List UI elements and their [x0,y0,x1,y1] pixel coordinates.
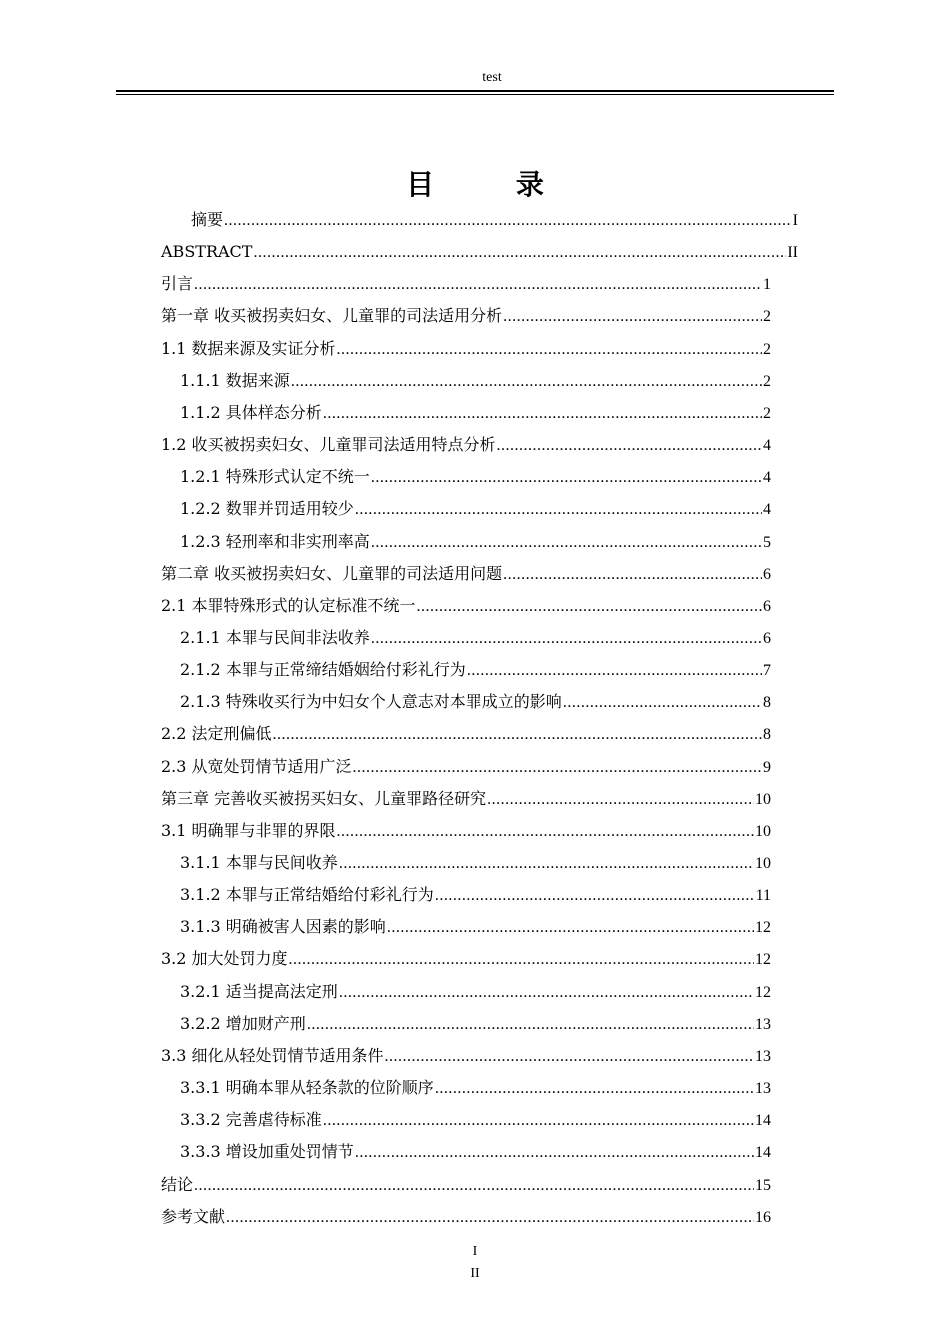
toc-entry-label: 3.3.2 完善虐待标准 [180,1110,322,1130]
toc-entry[interactable] [180,466,771,488]
toc-entry-page: 8 [763,726,771,744]
toc-entry-label: 3.3.3 增设加重处罚情节 [180,1142,354,1162]
toc-entry-label: 2.1 本罪特殊形式的认定标准不统一 [161,595,416,615]
toc-entry-label: 1.1.2 具体样态分析 [180,402,322,422]
toc-entry-page: 16 [755,1208,771,1226]
toc-entry-label: 1.1 数据来源及实证分析 [161,338,336,358]
toc-entry-label: 3.1 明确罪与非罪的界限 [161,820,336,840]
toc-entry-page: 2 [763,340,771,358]
toc-dot-leader [503,306,762,327]
toc-entry-page: II [787,244,798,262]
toc-entry[interactable] [161,563,771,585]
toc-dot-leader [307,1014,754,1035]
toc-entry-label: 3.1.3 明确被害人因素的影响 [180,917,386,937]
toc-entry-page: 2 [763,404,771,422]
toc-entry-page: 2 [763,372,771,390]
toc-dot-leader [435,1078,754,1099]
toc-entry-label: 引言 [161,274,194,294]
toc-entry[interactable] [180,1013,771,1035]
toc-entry-page: 13 [755,1015,771,1033]
toc-entry-page: 9 [763,758,771,776]
toc-entry-label: 3.2 加大处罚力度 [161,949,288,969]
toc-entry[interactable] [180,884,771,906]
toc-entry-page: I [792,212,798,229]
toc-entry[interactable] [161,434,771,456]
toc-entry-page: 4 [763,501,771,519]
toc-entry-label: 结论 [161,1174,194,1194]
toc-entry-label: 3.2.2 增加财产刑 [180,1013,306,1033]
toc-entry-page: 12 [755,983,771,1001]
toc-entry-label: 第一章 收买被拐卖妇女、儿童罪的司法适用分析 [161,306,503,326]
toc-entry[interactable] [180,370,771,392]
toc-entry-label: 第二章 收买被拐卖妇女、儿童罪的司法适用问题 [161,563,503,583]
toc-entry[interactable] [180,531,771,553]
toc-entry-page: 10 [755,790,771,808]
toc-entry-page: 2 [763,308,771,326]
toc-dot-leader [291,371,762,392]
toc-dot-leader [385,1046,754,1067]
toc-entry-page: 4 [763,469,771,487]
toc-entry-label: 2.3 从宽处罚情节适用广泛 [161,756,352,776]
toc-dot-leader [417,596,762,617]
toc-dot-leader [194,1175,754,1196]
toc-entry[interactable] [161,595,771,617]
toc-dot-leader [339,982,754,1003]
toc-dot-leader [194,274,762,295]
toc-dot-leader [337,821,754,842]
toc-entry-page: 12 [755,951,771,969]
toc-entry-label: 参考文献 [161,1206,226,1226]
toc-dot-leader [435,885,755,906]
toc-entry[interactable] [161,273,771,295]
toc-dot-leader [503,564,762,585]
toc-entry-page: 8 [763,694,771,712]
toc-entry[interactable] [161,1045,771,1067]
toc-entry-label: 1.2.1 特殊形式认定不统一 [180,467,370,487]
toc-dot-leader [353,757,762,778]
toc-entry-label: 2.1.1 本罪与民间非法收养 [180,627,370,647]
toc-entry[interactable] [161,948,771,970]
toc-dot-leader [371,532,762,553]
toc-entry[interactable] [180,981,771,1003]
toc-entry-label: 2.1.2 本罪与正常缔结婚姻给付彩礼行为 [180,660,466,680]
toc-entry[interactable] [180,627,771,649]
toc-dot-leader [371,467,762,488]
toc-dot-leader [226,1207,754,1228]
toc-entry[interactable] [180,1141,771,1163]
toc-entry-label: 1.2.2 数罪并罚适用较少 [180,499,354,519]
toc-entry-label: 2.2 法定刑偏低 [161,724,272,744]
toc-entry-page: 14 [755,1112,771,1130]
toc-entry-label: 3.3 细化从轻处罚情节适用条件 [161,1045,384,1065]
toc-entry[interactable] [161,1174,771,1196]
toc-entry[interactable] [161,723,771,745]
toc-entry[interactable] [161,820,771,842]
toc-dot-leader [253,242,786,263]
toc-dot-leader [563,692,762,713]
footer-page-number: I [472,1244,478,1259]
toc-entry[interactable] [180,691,771,713]
toc-entry[interactable] [161,305,771,327]
toc-dot-leader [224,210,792,231]
toc-entry-page: 10 [755,822,771,840]
toc-entry[interactable] [180,402,771,424]
toc-entry-page: 15 [755,1176,771,1194]
toc-entry[interactable] [161,338,771,360]
toc-entry-page: 7 [763,662,771,680]
toc-entry-page: 13 [755,1047,771,1065]
toc-entry-label: 1.2 收买被拐卖妇女、儿童罪司法适用特点分析 [161,435,496,455]
toc-dot-leader [355,1142,754,1163]
toc-entry-label: 1.1.1 数据来源 [180,370,290,390]
toc-dot-leader [337,339,762,360]
toc-entry[interactable] [161,1206,771,1228]
toc-entry-page: 4 [763,437,771,455]
toc-dot-leader [371,628,762,649]
toc-entry[interactable] [180,498,771,520]
toc-entry[interactable] [180,1109,771,1131]
toc-entry-label: 3.3.1 明确本罪从轻条款的位阶顺序 [180,1078,434,1098]
toc-dot-leader [289,949,754,970]
toc-entry-label: ABSTRACT [161,242,253,262]
toc-entry[interactable] [180,1077,771,1099]
toc-dot-leader [323,1110,754,1131]
toc-entry-page: 13 [755,1080,771,1098]
toc-entry-page: 1 [763,276,771,294]
toc-entry-label: 2.1.3 特殊收买行为中妇女个人意志对本罪成立的影响 [180,692,562,712]
toc-entry-label: 1.2.3 轻刑率和非实刑率高 [180,531,370,551]
toc-dot-leader [467,660,762,681]
toc-entry[interactable] [161,788,771,810]
toc-entry-label: 第三章 完善收买被拐买妇女、儿童罪路径研究 [161,788,487,808]
toc-entry[interactable] [180,659,771,681]
header-rule-thin [116,94,834,95]
toc-entry[interactable] [161,756,771,778]
toc-entry-page: 11 [755,887,771,905]
toc-dot-leader [355,499,762,520]
toc-entry[interactable] [191,209,798,231]
toc-entry-page: 6 [763,565,771,583]
toc-entry[interactable] [161,241,798,263]
toc-entry-label: 3.2.1 适当提高法定刑 [180,981,338,1001]
toc-entry-label: 摘要 [191,210,224,229]
toc-dot-leader [323,403,762,424]
toc-dot-leader [387,917,754,938]
toc-entry[interactable] [180,916,771,938]
toc-entry-page: 6 [763,597,771,615]
toc-entry-page: 14 [755,1144,771,1162]
toc-entry-page: 6 [763,629,771,647]
toc-dot-leader [273,724,762,745]
header-rule-thick [116,90,834,92]
toc-title: 目 录 [406,168,580,201]
toc-dot-leader [497,435,762,456]
toc-dot-leader [339,853,754,874]
toc-entry-label: 3.1.2 本罪与正常结婚给付彩礼行为 [180,885,434,905]
toc-entry[interactable] [180,852,771,874]
toc-entry-page: 5 [763,533,771,551]
toc-entry-label: 3.1.1 本罪与民间收养 [180,853,338,872]
toc-entry-page: 12 [755,919,771,937]
page-header-text: test [482,70,502,85]
footer-page-number-secondary: II [470,1266,480,1281]
toc-entry-page: 10 [755,855,771,872]
toc-dot-leader [487,789,754,810]
